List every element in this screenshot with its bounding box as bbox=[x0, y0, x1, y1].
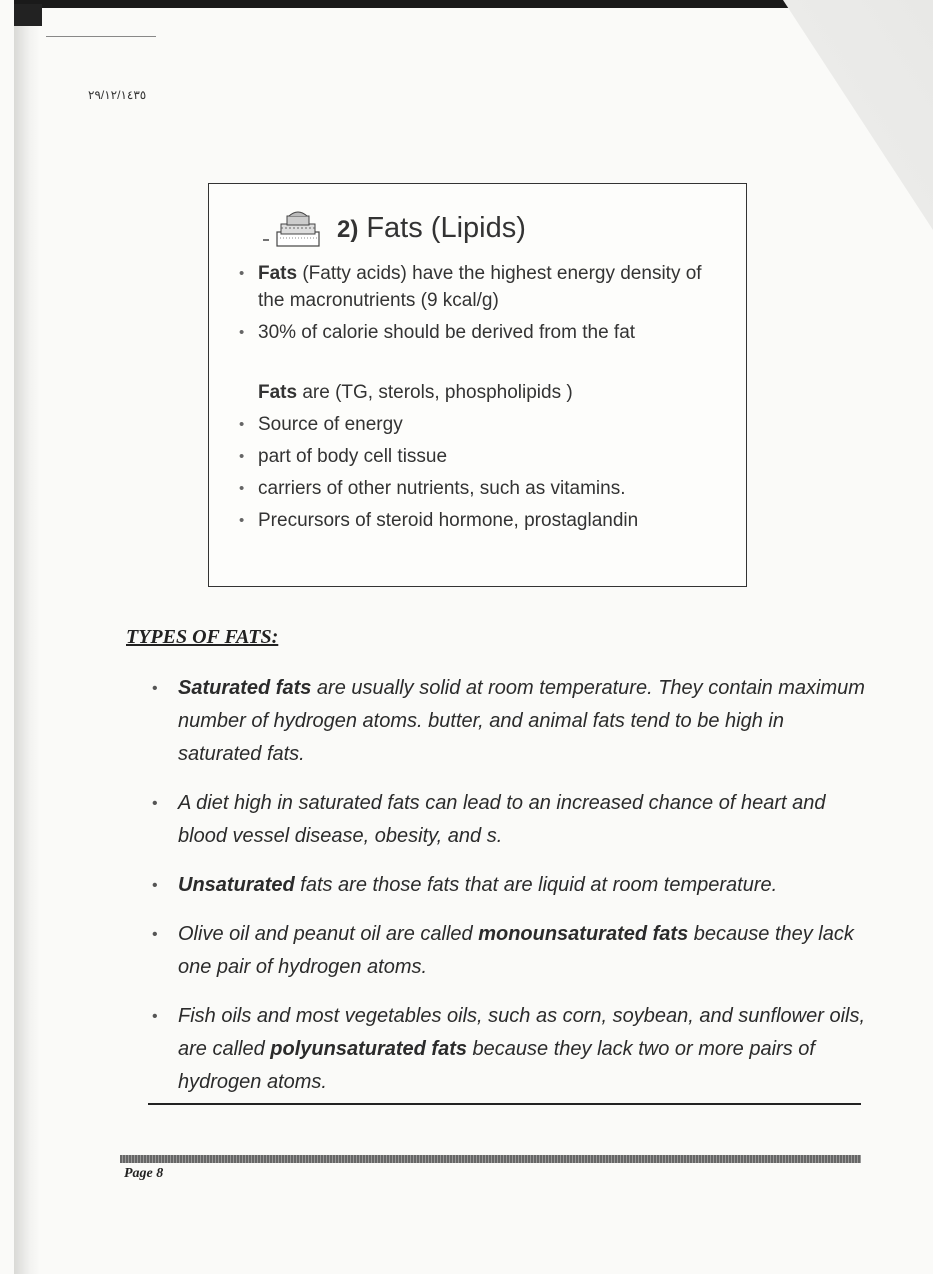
type-item: • Saturated fats are usually solid at room temperature. They contain maximum number of hydrogen atoms. butter, and animal fats tend to be high in saturated fats. bbox=[150, 672, 870, 771]
intro-text: are (TG, sterols, phospholipids ) bbox=[297, 382, 573, 403]
bottom-rule bbox=[148, 1103, 861, 1105]
bold-term: Fats bbox=[258, 382, 298, 403]
hijri-date: ٢٩/١٢/١٤٣٥ bbox=[88, 88, 147, 102]
bullet-text: (Fatty acids) have the highest energy density of the macronutrients (9 kcal/g) bbox=[258, 263, 702, 311]
bold-term: Unsaturated bbox=[178, 874, 295, 896]
slide-intro bbox=[237, 379, 727, 406]
function-item: • Source of energy bbox=[237, 411, 727, 438]
footer-bar bbox=[120, 1155, 861, 1163]
type-item: • Olive oil and peanut oil are called monounsaturated fats because they lack one pair of hydrogen atoms. bbox=[150, 918, 870, 984]
slide-bullet bbox=[237, 260, 727, 314]
types-list bbox=[150, 672, 870, 1115]
bold-term: Saturated fats bbox=[178, 677, 312, 699]
slide-number: 2) bbox=[337, 215, 359, 243]
slide-list bbox=[237, 260, 727, 534]
type-item: • Unsaturated fats are those fats that are liquid at room temperature. bbox=[150, 869, 870, 902]
top-rule bbox=[46, 36, 156, 37]
bold-term: monounsaturated fats bbox=[478, 923, 689, 945]
page-number: Page 8 bbox=[124, 1166, 164, 1181]
slide-title bbox=[337, 212, 526, 245]
slide-box bbox=[208, 183, 747, 587]
type-item: • Fish oils and most vegetables oils, such as corn, soybean, and sunflower oils, are called polyunsaturated fats because they lack two or more pairs of hydrogen atoms. bbox=[150, 1000, 870, 1099]
folded-corner bbox=[783, 0, 933, 230]
slide-title-row bbox=[261, 206, 526, 250]
function-item: • carriers of other nutrients, such as vitamins. bbox=[237, 475, 727, 502]
bold-term: polyunsaturated fats bbox=[270, 1038, 467, 1060]
scan-corner bbox=[14, 4, 42, 26]
scan-edge bbox=[14, 0, 40, 1274]
bullet-text: 30% of calorie should be derived from the fat bbox=[258, 322, 636, 343]
type-item: • A diet high in saturated fats can lead to an increased chance of heart and blood vessel disease, obesity, and s. bbox=[150, 787, 870, 853]
function-item: • part of body cell tissue bbox=[237, 443, 727, 470]
cake-icon bbox=[261, 206, 325, 250]
slide-title-text: Fats (Lipids) bbox=[366, 211, 526, 244]
slide-bullet bbox=[237, 319, 727, 346]
function-item: • Precursors of steroid hormone, prostaglandin bbox=[237, 507, 727, 534]
bold-term: Fats bbox=[258, 263, 298, 284]
section-heading: TYPES OF FATS: bbox=[126, 626, 279, 648]
